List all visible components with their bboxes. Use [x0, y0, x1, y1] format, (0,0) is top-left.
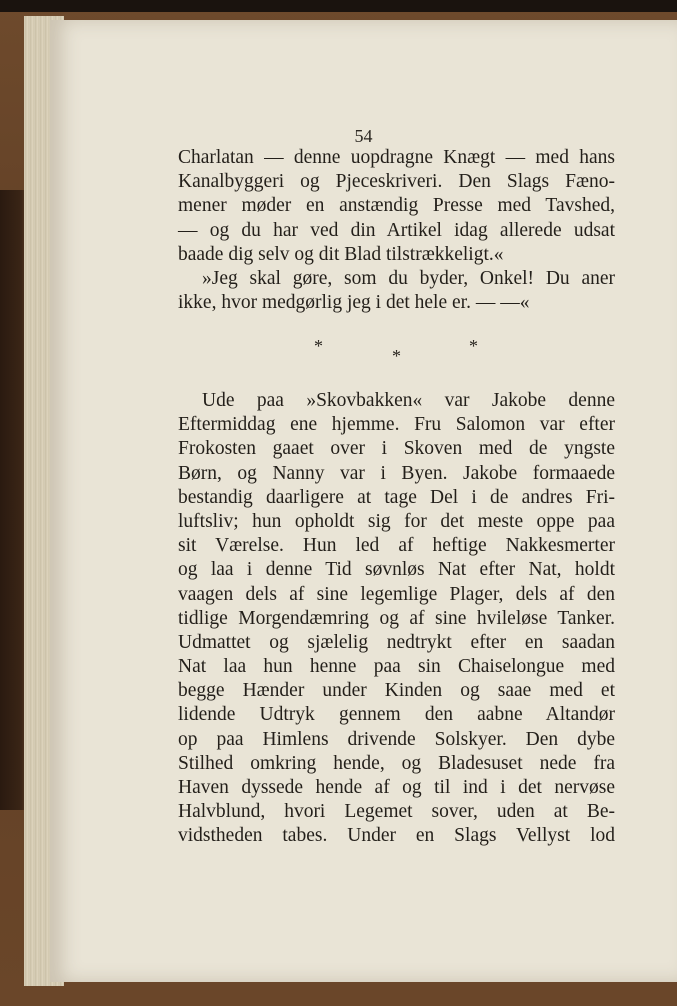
text-line: tidlige Morgendæmring og af sine hvileløse Tanker. [178, 607, 615, 629]
text-line: Frokosten gaaet over i Skoven med de yngste [178, 438, 615, 460]
paragraph-1 [178, 146, 615, 267]
page-number: 54 [354, 126, 373, 146]
text-line: og laa i denne Tid søvnløs Nat efter Nat, holdt [178, 559, 615, 581]
text-line: sit Værelse. Hun led af heftige Nakkesmerter [178, 535, 615, 557]
text-line: — og du har ved din Artikel idag allerede udsat [178, 219, 615, 241]
separator-star: * [314, 336, 323, 356]
text-line: luftsliv; hun opholdt sig for det meste oppe paa [178, 510, 615, 532]
text-line: mener møder en anstændig Presse med Tavshed, [178, 195, 615, 217]
text-line: bestandig daarligere at tage Del i de andres Fri- [178, 486, 615, 508]
text-line: »Jeg skal gøre, som du byder, Onkel! Du aner [202, 267, 615, 289]
text-line: Ude paa »Skovbakken« var Jakobe denne [202, 390, 615, 411]
text-line: op paa Himlens drivende Solskyer. Den dybe [178, 728, 615, 750]
text-line: Udmattet og sjælelig nedtrykt efter en saadan [178, 631, 615, 653]
text-block-2 [178, 389, 615, 849]
text-line: Haven dyssede hende af og til ind i det nervøse [178, 777, 615, 798]
text-line: Kanalbyggeri og Pjeceskriveri. Den Slags Fæno- [178, 171, 615, 193]
text-block [178, 146, 615, 315]
separator-star: * [469, 336, 478, 356]
text-line: Charlatan — denne uopdragne Knægt — med hans [178, 147, 615, 168]
text-line: vidstheden tabes. Under en Slags Vellyst lod [178, 825, 615, 847]
text-line: Nat laa hun henne paa sin Chaiselongue med [178, 656, 615, 678]
paragraph-2 [178, 267, 615, 315]
text-line: baade dig selv og dit Blad tilstrækkeligt.« [178, 243, 504, 265]
text-line: Eftermiddag ene hjemme. Fru Salomon var efter [178, 414, 615, 436]
text-line: vaagen dels af sine legemlige Plager, dels af den [178, 583, 615, 605]
paragraph-3 [178, 389, 615, 849]
text-line: ikke, hvor medgørlig jeg i det hele er. — —« [178, 292, 530, 314]
text-line: Halvblund, hvori Legemet sover, uden at Be- [178, 801, 615, 823]
text-line: Børn, og Nanny var i Byen. Jakobe formaaede [178, 462, 615, 484]
top-shadow [0, 0, 677, 12]
text-line: Stilhed omkring hende, og Bladesuset nede fra [178, 752, 615, 774]
separator-star: * [392, 346, 401, 366]
text-line: lidende Udtryk gennem den aabne Altandør [178, 704, 615, 726]
text-line: begge Hænder under Kinden og saae med et [178, 680, 615, 702]
